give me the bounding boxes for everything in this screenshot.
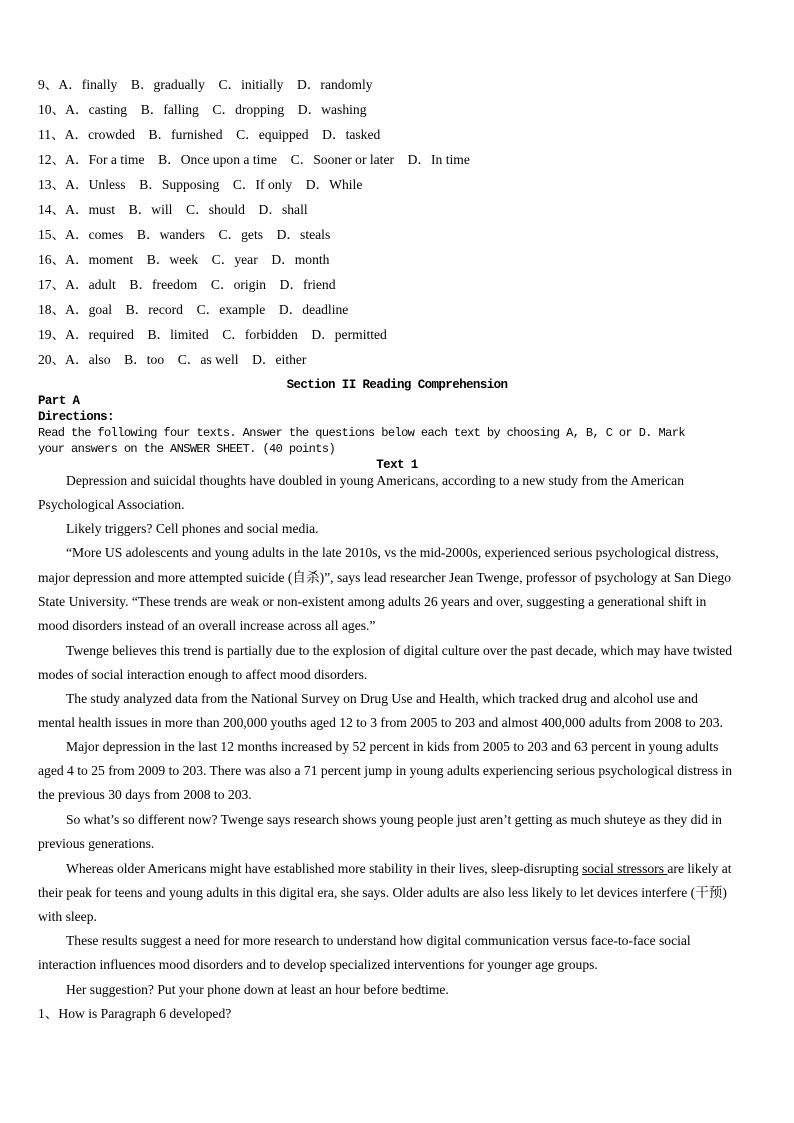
question-options: 17、A．adult B．freedom C．origin D．friend [38,277,336,292]
question-1: 1、How is Paragraph 6 developed? [38,1006,232,1021]
paragraph-line: Twenge believes this trend is partially due to the explosion of digital culture over the past decade, which may have twisted [66,643,733,658]
directions-text: Read the following four texts. Answer the questions below each text by choosing A, B, C or D. Mark [38,426,685,440]
paragraph-line: Major depression in the last 12 months increased by 52 percent in kids from 2005 to 203 and 63 percent in young adults [66,739,719,754]
paragraph-line: interaction influences mood disorders and to develop specialized interventions for younger age groups. [38,957,598,972]
paragraph-line: State University. “These trends are weak or non-existent among adults 26 years and over, suggesting a generational shift in [38,594,707,609]
paragraph-line: Psychological Association. [38,497,185,512]
text-title: Text 1 [376,458,418,472]
question-options: 19、A．required B．limited C．forbidden D．permitted [38,327,387,342]
paragraph-line: So what’s so different now? Twenge says research shows young people just aren’t getting as much shuteye as they did in [66,812,722,827]
part-label: Part A [38,394,80,408]
text-span: are likely at [667,861,732,876]
paragraph-line: Likely triggers? Cell phones and social media. [66,521,319,536]
paragraph-line: The study analyzed data from the National Survey on Drug Use and Health, which tracked drug and alcohol use and [66,691,698,706]
paragraph-line: aged 4 to 25 from 2009 to 203. There was also a 71 percent jump in young adults experiencing serious psychological distress in [38,763,733,778]
paragraph-line: the previous 30 days from 2008 to 203. [38,787,252,802]
paragraph-line: “More US adolescents and young adults in the late 2010s, vs the mid-2000s, experienced serious psychological distress, [66,545,719,560]
question-options: 9、A．finally B．gradually C．initially D．randomly [38,77,373,92]
question-options: 20、A．also B．too C．as well D．either [38,352,307,367]
paragraph-line: mental health issues in more than 200,000 youths aged 12 to 3 from 2005 to 203 and almost 400,000 adults from 2008 to 203. [38,715,723,730]
directions-text: your answers on the ANSWER SHEET. (40 points) [38,442,336,456]
paragraph-line: Depression and suicidal thoughts have doubled in young Americans, according to a new study from the American [66,473,684,488]
paragraph-line [66,861,732,877]
section-title: Section II Reading Comprehension [286,378,508,392]
question-options: 12、A．For a time B．Once upon a time C．Sooner or later D．In time [38,152,470,167]
paragraph-line: These results suggest a need for more research to understand how digital communication versus face-to-face social [66,933,691,948]
question-options: 11、A．crowded B．furnished C．equipped D．tasked [38,127,381,142]
text-span: Whereas older Americans might have established more stability in their lives, sleep-disrupting [66,861,583,876]
paragraph-line: previous generations. [38,836,155,851]
question-options: 14、A．must B．will C．should D．shall [38,202,308,217]
question-options: 16、A．moment B．week C．year D．month [38,252,330,267]
question-options: 18、A．goal B．record C．example D．deadline [38,302,349,317]
paragraph-line: major depression and more attempted suicide (自杀)”, says lead researcher Jean Twenge, professor of psychology at San Diego [38,570,731,585]
question-options: 15、A．comes B．wanders C．gets D．steals [38,227,331,242]
paragraph-line: modes of social interaction enough to affect mood disorders. [38,667,368,682]
paragraph-line: mood disorders instead of an overall increase across all ages.” [38,618,376,633]
paragraph-line: their peak for teens and young adults in this digital era, she says. Older adults are also less likely to let devices interfere (干预) [38,885,727,900]
question-options: 10、A．casting B．falling C．dropping D．washing [38,102,367,117]
paragraph-line: Her suggestion? Put your phone down at least an hour before bedtime. [66,982,449,997]
paragraph-line: with sleep. [38,909,97,924]
question-options: 13、A．Unless B．Supposing C．If only D．While [38,177,363,192]
directions-label: Directions: [38,410,114,424]
underlined-phrase: social stressors [582,861,668,876]
